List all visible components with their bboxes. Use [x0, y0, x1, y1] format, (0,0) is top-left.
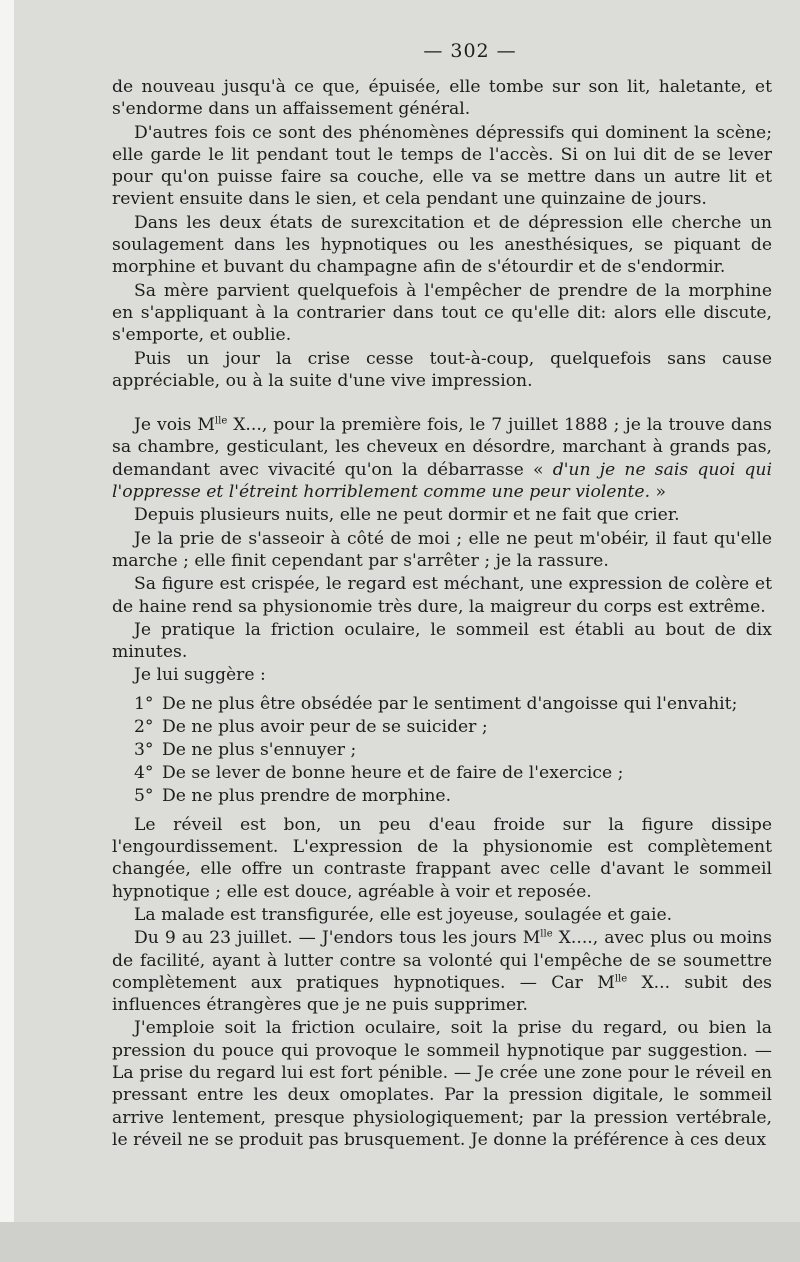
paragraph: Le réveil est bon, un peu d'eau froide sur la figure dissipe l'engourdissement. L'expression de la physionomie est complètement changée, elle offre un contraste frappant avec celle d'avant le sommeil hypnotique ; elle est douce, agréable à voir et reposée. — [112, 814, 772, 902]
paragraph: Puis un jour la crise cesse tout-à-coup, quelquefois sans cause appréciable, ou à la suite d'une vive impression. — [112, 348, 772, 391]
list-item — [112, 693, 772, 716]
list-number: 1° — [134, 693, 154, 714]
paragraph: Sa figure est crispée, le regard est méchant, une expression de colère et de haine rend sa physionomie très dure, la maigreur du corps est extrême. — [112, 574, 772, 617]
paragraph: Je pratique la friction oculaire, le sommeil est établi au bout de dix minutes. — [112, 619, 772, 663]
page-number: — 302 — — [423, 40, 517, 62]
text-run: X..., pour la première fois, le 7 juillet 1888 ; je la trouve dans sa chambre, gesticulant, les cheveux en désordre, marchant à grands pas, demandant avec vivacité qu'on la débarrasse « — [112, 415, 772, 480]
paragraph: J'emploie soit la friction oculaire, soit la prise du regard, ou bien la pression du pouce qui provoque le sommeil hypnotique par suggestion. — La prise du regard lui est fort pénible. — Je crée une zone pour le réveil en pressant entre les deux omoplates. Par la pression digitale, le sommeil arrive lentement, presque physiologiquement; par la pression vertébrale, le réveil ne se produit pas brusquement. Je donne la préférence à ces deux — [112, 1018, 772, 1150]
page-content — [112, 40, 772, 1151]
page-bottom-shadow — [0, 1222, 800, 1262]
italic-quote: d'un je ne sais quoi qui l'oppresse et l'étreint horriblement comme une peur violente. — [112, 459, 772, 503]
list-number: 4° — [134, 762, 154, 783]
paragraph: Je lui suggère : — [134, 665, 266, 686]
text-run: Je vois M — [134, 415, 215, 436]
text-run: X... subit des influences étrangères que je ne puis supprimer. — [112, 972, 772, 1016]
text-run: » — [650, 482, 667, 503]
list-text: De ne plus s'ennuyer ; — [162, 739, 357, 760]
paragraph: Sa mère parvient quelquefois à l'empêcher de prendre de la morphine en s'appliquant à la contrarier dans tout ce qu'elle dit: alors elle discute, s'emporte, et oublie. — [112, 280, 772, 346]
paragraph: Dans les deux états de surexcitation et de dépression elle cherche un soulagement dans les hypnotiques ou les anesthésiques, se piquant de morphine et buvant du champagne afin de s'étourdir et de s'endormir. — [112, 212, 772, 278]
list-item — [112, 762, 772, 785]
superscript: lle — [540, 928, 553, 940]
list-number: 5° — [134, 785, 154, 806]
superscript: lle — [614, 973, 628, 985]
list-item — [112, 785, 772, 808]
list-number: 3° — [134, 739, 154, 760]
list-text: De ne plus être obsédée par le sentiment d'angoisse qui l'envahit; — [162, 693, 738, 714]
suggestion-list — [112, 693, 772, 808]
paragraph: D'autres fois ce sont des phénomènes dépressifs qui dominent la scène; elle garde le lit pendant tout le temps de l'accès. Si on lui dit de se lever pour qu'on puisse faire sa couche, elle va se mettre dans un autre lit et revient ensuite dans le sien, et cela pendant une quinzaine de jours. — [112, 122, 772, 210]
list-text: De ne plus prendre de morphine. — [162, 785, 452, 806]
paragraph: Je la prie de s'asseoir à côté de moi ; elle ne peut m'obéir, il faut qu'elle marche ; elle finit cependant par s'arrêter ; je la rassure. — [112, 528, 772, 571]
list-item — [112, 739, 772, 762]
visit-paragraph — [112, 414, 772, 503]
paragraph: de nouveau jusqu'à ce que, épuisée, elle tombe sur son lit, haletante, et s'endorme dans un affaissement général. — [112, 77, 772, 120]
list-number: 2° — [134, 716, 154, 737]
text-run: Du 9 au 23 juillet. — J'endors tous les jours M — [134, 928, 541, 949]
page-edge — [0, 0, 14, 1262]
section-gap — [112, 392, 772, 414]
list-item — [112, 716, 772, 739]
list-text: De ne plus avoir peur de se suicider ; — [162, 716, 488, 737]
paragraph: La malade est transfigurée, elle est joyeuse, soulagée et gaie. — [134, 904, 673, 925]
list-text: De se lever de bonne heure et de faire de l'exercice ; — [162, 762, 624, 783]
paragraph: Depuis plusieurs nuits, elle ne peut dormir et ne fait que crier. — [134, 505, 680, 526]
july-paragraph — [112, 927, 772, 1016]
superscript: lle — [214, 415, 228, 427]
text-run: X...., avec plus ou moins de facilité, ayant à lutter contre sa volonté qui l'empêche de se soumettre complètement aux pratiques hypnotiques. — Car M — [112, 928, 772, 993]
